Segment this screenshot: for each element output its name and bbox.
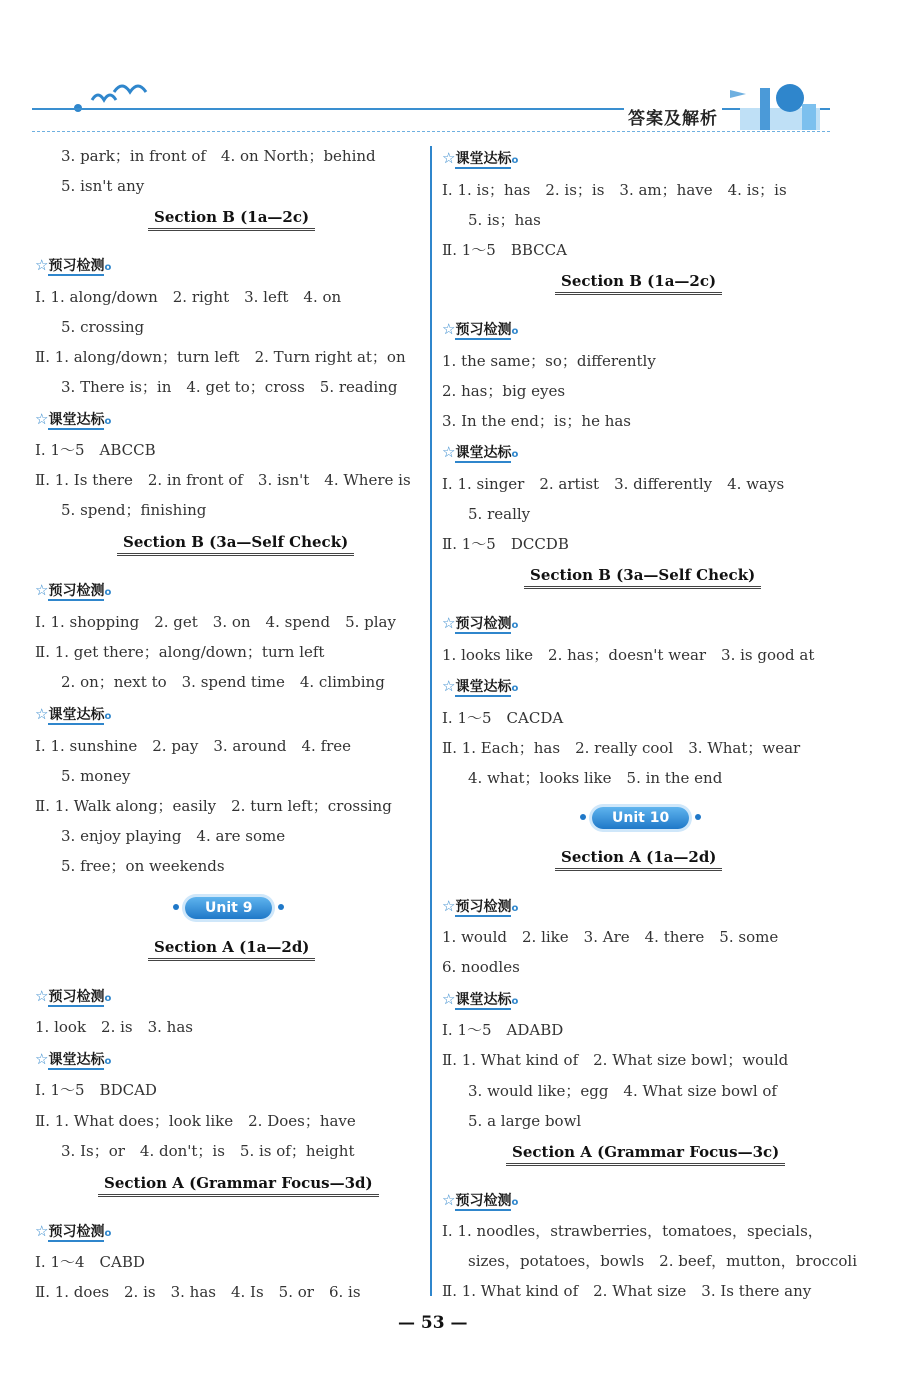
answer-line: Ⅱ. 1. get there；along/down；turn left <box>35 643 325 661</box>
label-preview-check: ☆预习检测o <box>35 1222 112 1240</box>
answer-line: 3. There is；in 4. get to；cross 5. reading <box>61 378 398 396</box>
dot-icon: o <box>104 416 112 427</box>
dot-icon: o <box>511 1197 519 1208</box>
answer-line: Ⅱ. 1. Each；has 2. really cool 3. What；wear <box>442 739 801 757</box>
answer-line: Ⅰ. 1. singer 2. artist 3. differently 4. ways <box>442 475 785 493</box>
section-heading: Section A (Grammar Focus—3d) <box>98 1173 379 1197</box>
answer-line: 5. really <box>468 505 531 523</box>
star-icon: ☆ <box>35 1222 49 1240</box>
star-icon: ☆ <box>35 1050 49 1068</box>
star-icon: ☆ <box>442 320 456 338</box>
label-preview-check: ☆预习检测o <box>442 897 519 915</box>
dot-icon: o <box>104 587 112 598</box>
answer-line: Ⅰ. 1～5 BDCAD <box>35 1081 157 1099</box>
answer-line: 5. is；has <box>468 211 541 229</box>
answer-line: Ⅱ. 1. Is there 2. in front of 3. isn't 4. Where is <box>35 471 411 489</box>
answer-line: Ⅱ. 1～5 BBCCA <box>442 241 567 259</box>
answer-line: 3. Is；or 4. don't；is 5. is of；height <box>61 1142 355 1160</box>
answer-line: 5. free；on weekends <box>61 857 225 875</box>
dot-icon: o <box>511 620 519 631</box>
section-heading: Section A (Grammar Focus—3c) <box>506 1142 785 1166</box>
answer-line: 5. isn't any <box>61 177 145 195</box>
label-class-check: ☆课堂达标o <box>442 677 519 695</box>
label-class-check: ☆课堂达标o <box>442 149 519 167</box>
unit-badge: Unit 9 <box>185 897 272 919</box>
answer-line: Ⅰ. 1～5 ABCCB <box>35 441 156 459</box>
star-icon: ☆ <box>442 677 456 695</box>
answer-line: Ⅰ. 1. is；has 2. is；is 3. am；have 4. is；is <box>442 181 787 199</box>
label-preview-check: ☆预习检测o <box>35 581 112 599</box>
answer-line: Ⅰ. 1. noodles，strawberries，tomatoes，specials， <box>442 1222 823 1240</box>
dot-icon: o <box>511 155 519 166</box>
label-preview-check: ☆预习检测o <box>35 256 112 274</box>
dot-icon: o <box>104 711 112 722</box>
answer-line: 5. crossing <box>61 318 145 336</box>
dot-icon: o <box>104 262 112 273</box>
answer-line: Ⅰ. 1. along/down 2. right 3. left 4. on <box>35 288 342 306</box>
answer-line: 1. look 2. is 3. has <box>35 1018 193 1036</box>
answer-line: Ⅰ. 1～5 CACDA <box>442 709 564 727</box>
star-icon: ☆ <box>442 614 456 632</box>
answer-line: 2. has；big eyes <box>442 382 566 400</box>
answer-line: 6. noodles <box>442 958 520 976</box>
star-icon: ☆ <box>35 987 49 1005</box>
answer-line: Ⅰ. 1. shopping 2. get 3. on 4. spend 5. play <box>35 613 396 631</box>
dot-icon: o <box>511 996 519 1007</box>
answer-line: 5. spend；finishing <box>61 501 207 519</box>
answer-line: Ⅰ. 1～5 ADABD <box>442 1021 564 1039</box>
column-divider <box>430 146 432 1296</box>
label-preview-check: ☆预习检测o <box>442 614 519 632</box>
unit-badge: Unit 10 <box>592 807 689 829</box>
label-class-check: ☆课堂达标o <box>35 705 112 723</box>
answer-line: Ⅰ. 1～4 CABD <box>35 1253 145 1271</box>
label-preview-check: ☆预习检测o <box>442 1191 519 1209</box>
label-class-check: ☆课堂达标o <box>35 1050 112 1068</box>
star-icon: ☆ <box>442 1191 456 1209</box>
section-heading: Section B (1a—2c) <box>148 207 315 231</box>
section-heading: Section B (1a—2c) <box>555 271 722 295</box>
dot-icon: o <box>511 326 519 337</box>
answer-line: 5. money <box>61 767 131 785</box>
answer-line: 4. what；looks like 5. in the end <box>468 769 723 787</box>
answer-line: Ⅱ. 1. What does；look like 2. Does；have <box>35 1112 356 1130</box>
answer-line: Ⅱ. 1. does 2. is 3. has 4. Is 5. or 6. is <box>35 1283 361 1301</box>
globe-building-icon <box>730 78 830 134</box>
page-header <box>32 78 830 136</box>
section-heading: Section B (3a—Self Check) <box>117 532 354 556</box>
answer-line: 1. looks like 2. has；doesn't wear 3. is good at <box>442 646 815 664</box>
star-icon: ☆ <box>442 897 456 915</box>
answer-line: 3. would like；egg 4. What size bowl of <box>468 1082 777 1100</box>
answer-line: Ⅱ. 1. Walk along；easily 2. turn left；crossing <box>35 797 392 815</box>
dot-icon: o <box>511 683 519 694</box>
answer-line: 2. on；next to 3. spend time 4. climbing <box>61 673 385 691</box>
star-icon: ☆ <box>35 410 49 428</box>
header-title: 答案及解析 <box>624 104 722 129</box>
dot-icon: o <box>104 993 112 1004</box>
label-class-check: ☆课堂达标o <box>35 410 112 428</box>
answer-line: Ⅱ. 1. along/down；turn left 2. Turn right at；on <box>35 348 406 366</box>
star-icon: ☆ <box>442 990 456 1008</box>
dot-icon: o <box>511 449 519 460</box>
star-icon: ☆ <box>35 705 49 723</box>
answer-line: Ⅱ. 1. What kind of 2. What size 3. Is there any <box>442 1282 812 1300</box>
dot-icon: o <box>104 1056 112 1067</box>
dot-icon: o <box>104 1228 112 1239</box>
answer-line: Ⅱ. 1. What kind of 2. What size bowl；would <box>442 1051 789 1069</box>
star-icon: ☆ <box>35 581 49 599</box>
star-icon: ☆ <box>442 443 456 461</box>
star-icon: ☆ <box>442 149 456 167</box>
section-heading: Section A (1a—2d) <box>148 937 315 961</box>
answer-line: Ⅱ. 1～5 DCCDB <box>442 535 569 553</box>
answer-line: 1. the same；so；differently <box>442 352 656 370</box>
answer-line: 3. enjoy playing 4. are some <box>61 827 286 845</box>
answer-line: 3. In the end；is；he has <box>442 412 632 430</box>
page-number: — 53 — <box>398 1313 468 1333</box>
answer-line: 3. park；in front of 4. on North；behind <box>61 147 376 165</box>
answer-line: 5. a large bowl <box>468 1112 582 1130</box>
label-preview-check: ☆预习检测o <box>35 987 112 1005</box>
label-class-check: ☆课堂达标o <box>442 990 519 1008</box>
section-heading: Section B (3a—Self Check) <box>524 565 761 589</box>
dot-icon: o <box>511 903 519 914</box>
label-class-check: ☆课堂达标o <box>442 443 519 461</box>
star-icon: ☆ <box>35 256 49 274</box>
answer-line: 1. would 2. like 3. Are 4. there 5. some <box>442 928 779 946</box>
label-preview-check: ☆预习检测o <box>442 320 519 338</box>
section-heading: Section A (1a—2d) <box>555 847 722 871</box>
answer-line: sizes，potatoes，bowls 2. beef，mutton，broccoli <box>468 1252 858 1270</box>
answer-line: Ⅰ. 1. sunshine 2. pay 3. around 4. free <box>35 737 352 755</box>
